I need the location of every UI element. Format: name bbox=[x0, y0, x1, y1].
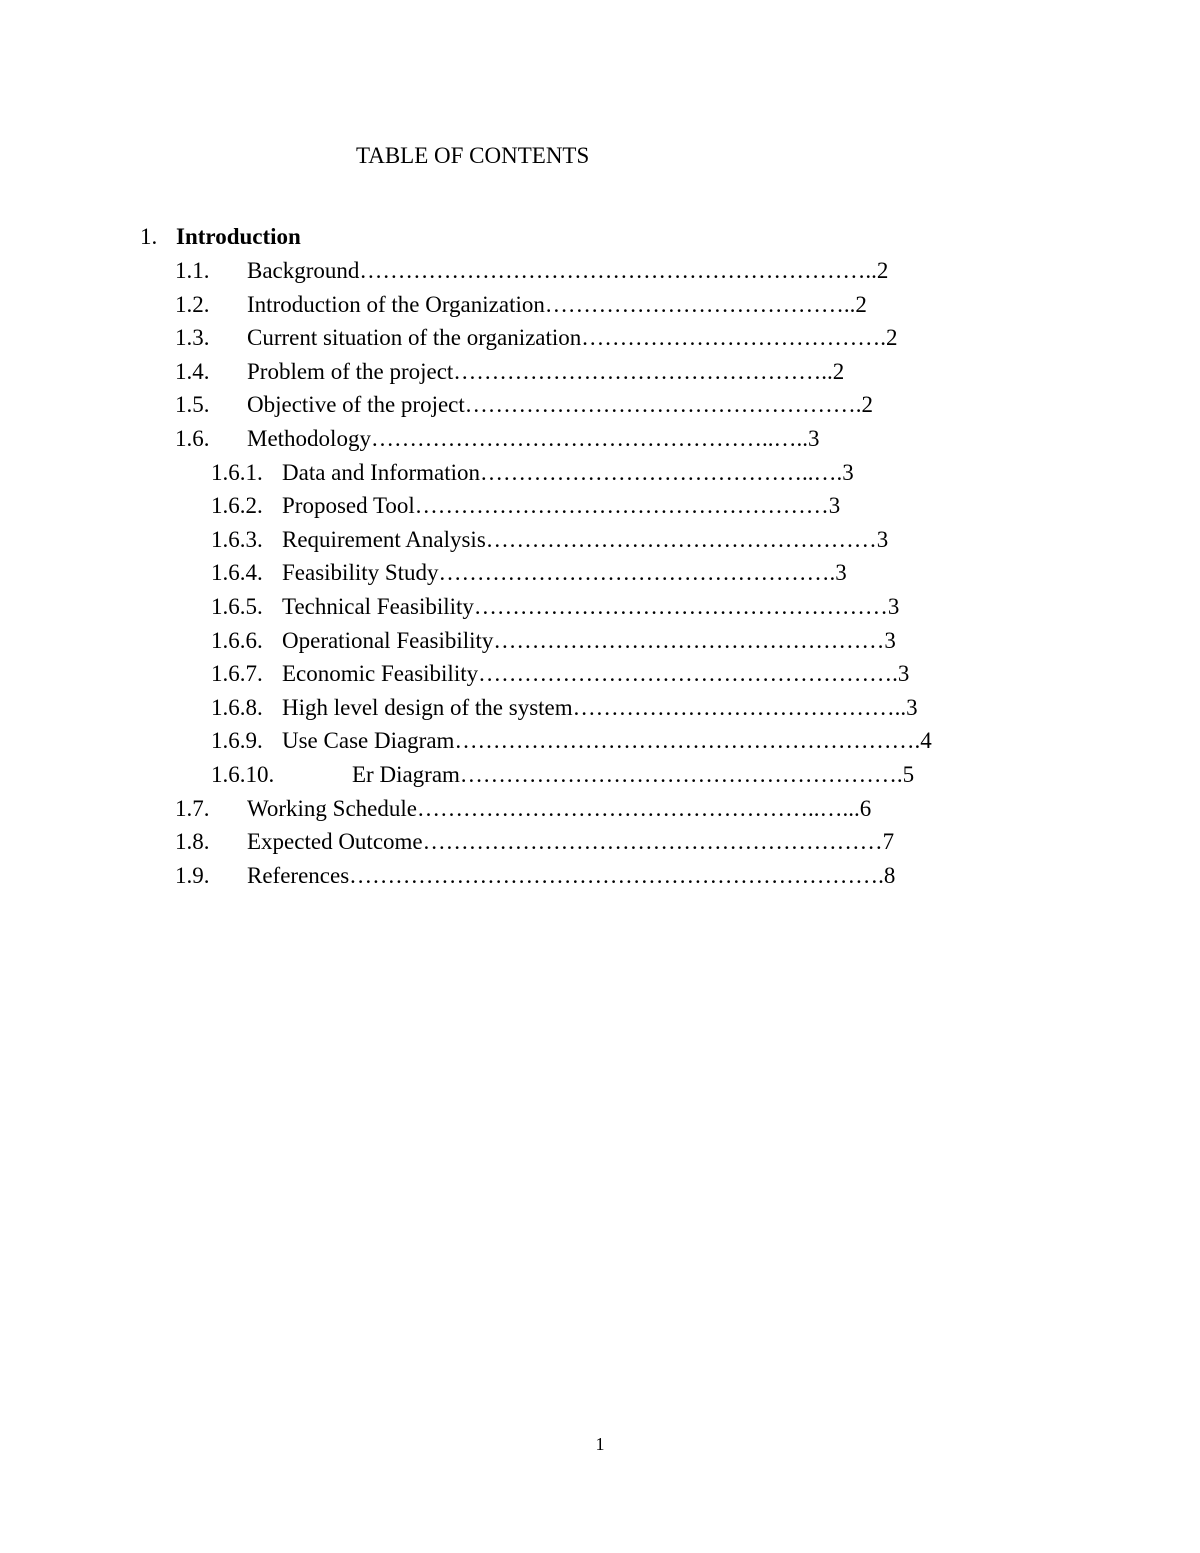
toc-entry-number: 1.6.4. bbox=[211, 560, 263, 586]
toc-entry-number: 1.5. bbox=[175, 392, 210, 418]
toc-entry-text: High level design of the system……………………………………..3 bbox=[282, 694, 918, 720]
toc-entry-text: Operational Feasibility……………………………………………3 bbox=[282, 627, 896, 653]
toc-entry-number: 1.6.3. bbox=[211, 526, 263, 552]
toc-entry-text: Use Case Diagram…………………………………………………….4 bbox=[282, 728, 932, 754]
toc-entry-text: Data and Information……………………………………..….3 bbox=[282, 459, 854, 485]
section-label: Introduction bbox=[176, 224, 301, 249]
toc-entry-text: Current situation of the organization………………………………….2 bbox=[247, 325, 898, 351]
toc-entry-text: Working Schedule……………………………………………..…...6 bbox=[247, 795, 872, 821]
toc-entry-text: Objective of the project…………………………………………….2 bbox=[247, 392, 874, 418]
toc-entry-text: Proposed Tool………………………………………………3 bbox=[282, 493, 841, 519]
toc-entry-text: Problem of the project…………………………………………..2 bbox=[247, 358, 845, 384]
toc-entry-number: 1.6.8. bbox=[211, 694, 263, 720]
toc-entry-text: References…………………………………………………………….8 bbox=[247, 862, 896, 888]
toc-entry-number: 1.6.10. bbox=[211, 762, 275, 787]
toc-entry-text: Economic Feasibility……………………………………………….3 bbox=[282, 661, 910, 687]
toc-entry-number: 1.3. bbox=[175, 325, 210, 351]
toc-entry-text: Expected Outcome……………………………………………………7 bbox=[247, 829, 895, 855]
toc-entry-text: Technical Feasibility………………………………………………3 bbox=[282, 594, 900, 619]
toc-entry-text: Feasibility Study…………………………………………….3 bbox=[282, 560, 847, 586]
toc-entry-number: 1.9. bbox=[175, 862, 210, 888]
toc-entry-number: 1.6.2. bbox=[211, 493, 263, 519]
toc-entry-number: 1.6.9. bbox=[211, 728, 263, 754]
toc-entry-number: 1.6.1. bbox=[211, 459, 263, 485]
section-number: 1. bbox=[140, 224, 158, 249]
toc-title: TABLE OF CONTENTS bbox=[356, 143, 590, 168]
toc-entry-text: Introduction of the Organization…………………………………..2 bbox=[247, 291, 867, 317]
toc-entry-text: Background…………………………………………………………..2 bbox=[247, 258, 889, 283]
toc-entry-number: 1.1. bbox=[175, 258, 210, 283]
section-heading bbox=[140, 224, 301, 250]
toc-entry-number: 1.7. bbox=[175, 795, 210, 821]
toc-entry-number: 1.8. bbox=[175, 829, 210, 855]
toc-entry-number: 1.6.6. bbox=[211, 627, 263, 653]
toc-entry-number: 1.6. bbox=[175, 426, 210, 451]
toc-entry-number: 1.6.5. bbox=[211, 594, 263, 619]
toc-entry-number: 1.2. bbox=[175, 291, 210, 317]
toc-entry-text: Methodology……………………………………………..…..3 bbox=[247, 426, 820, 451]
toc-entry-number: 1.6.7. bbox=[211, 661, 263, 687]
toc-entry-text: Requirement Analysis……………………………………………3 bbox=[282, 526, 889, 552]
toc-entry-number: 1.4. bbox=[175, 358, 210, 384]
toc-entry-text: Er Diagram………………………………………………….5 bbox=[352, 762, 915, 787]
page-number: 1 bbox=[595, 1434, 605, 1454]
